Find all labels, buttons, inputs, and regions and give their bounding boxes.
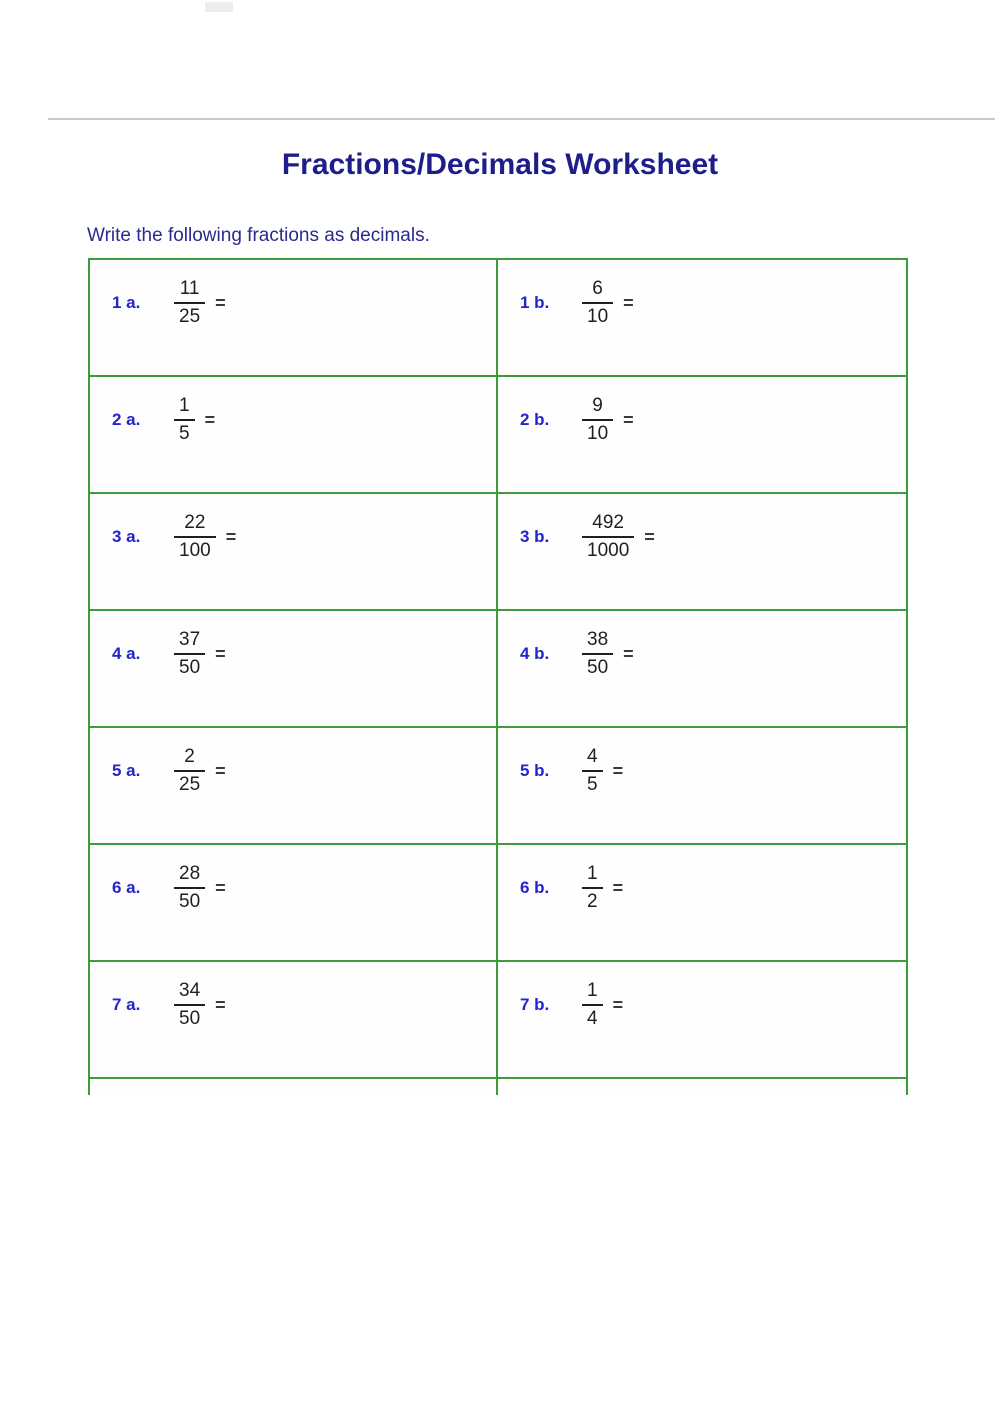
equals-sign: =: [204, 409, 216, 430]
problem-cell: [498, 962, 906, 1079]
problem-label: 6 b.: [520, 878, 550, 897]
problem-cell: [90, 611, 498, 728]
instruction-text: Write the following fractions as decimals.: [87, 225, 430, 246]
scan-artifact: [205, 2, 233, 12]
fraction-denominator: 2: [582, 887, 603, 915]
problem-cell: [90, 845, 498, 962]
problem-cell: [498, 494, 906, 611]
problem-cell: [90, 494, 498, 611]
fraction-denominator: 4: [582, 1004, 603, 1032]
problem: [112, 744, 496, 798]
fraction-denominator: 50: [174, 653, 205, 681]
fraction: [174, 510, 216, 564]
fraction-numerator: 22: [184, 512, 206, 533]
equals-sign: =: [215, 760, 226, 781]
fraction: [582, 393, 613, 447]
fraction-denominator: 50: [582, 653, 613, 681]
fraction-numerator: 37: [179, 629, 201, 650]
fraction-denominator: 10: [582, 419, 613, 447]
worksheet-table: [88, 258, 908, 1095]
equals-sign: =: [215, 292, 226, 313]
problem-label: 4 a.: [112, 644, 141, 663]
problem: [520, 393, 906, 447]
problem: [520, 276, 906, 330]
equals-sign: =: [623, 292, 634, 313]
fraction-numerator: 9: [592, 395, 603, 416]
problem-cell: [498, 611, 906, 728]
problem-label: 1 a.: [112, 293, 141, 312]
problem-label: 2 a.: [112, 410, 141, 429]
problem-label: 3 b.: [520, 527, 550, 546]
problem-label: 7 b.: [520, 995, 550, 1014]
fraction-denominator: 25: [174, 770, 205, 798]
problem-cell: [498, 377, 906, 494]
fraction-numerator: 2: [184, 746, 195, 767]
problem: [112, 276, 496, 330]
fraction-numerator: 34: [179, 980, 201, 1001]
equals-sign: =: [215, 643, 226, 664]
problem-label: 2 b.: [520, 410, 550, 429]
fraction-numerator: 4: [587, 746, 598, 767]
fraction: [174, 861, 205, 915]
problem-cell: [90, 377, 498, 494]
problem: [520, 627, 906, 681]
fraction-denominator: 5: [174, 419, 195, 447]
problem: [112, 393, 496, 447]
fraction: [174, 627, 205, 681]
equals-sign: =: [225, 526, 237, 547]
fraction-denominator: 5: [582, 770, 603, 798]
fraction: [582, 627, 613, 681]
equals-sign: =: [623, 643, 634, 664]
fraction-denominator: 50: [174, 887, 205, 915]
problem-label: 7 a.: [112, 995, 141, 1014]
fraction-denominator: 10: [582, 302, 613, 330]
fraction-numerator: 6: [592, 278, 603, 299]
equals-sign: =: [612, 877, 624, 898]
fraction-denominator: 100: [174, 536, 216, 564]
problem-cell: [90, 260, 498, 377]
problem-label: 5 a.: [112, 761, 141, 780]
fraction: [582, 861, 603, 915]
fraction-numerator: 492: [592, 512, 624, 533]
problem-label: 5 b.: [520, 761, 550, 780]
fraction: [174, 276, 205, 330]
problem-label: 3 a.: [112, 527, 141, 546]
fraction: [582, 744, 603, 798]
problem-label: 6 a.: [112, 878, 141, 897]
fraction-numerator: 38: [587, 629, 609, 650]
problem: [520, 744, 906, 798]
partial-row-cell-a: [90, 1079, 498, 1095]
fraction-denominator: 50: [174, 1004, 205, 1032]
top-divider-line: [48, 118, 995, 120]
problem-cell: [90, 728, 498, 845]
fraction-numerator: 11: [179, 278, 200, 299]
partial-row-cell-b: [498, 1079, 906, 1095]
fraction: [174, 744, 205, 798]
equals-sign: =: [215, 877, 226, 898]
equals-sign: =: [612, 760, 624, 781]
problem-cell: [498, 845, 906, 962]
fraction-denominator: 1000: [582, 536, 634, 564]
problem: [520, 978, 906, 1032]
problem: [112, 978, 496, 1032]
equals-sign: =: [215, 994, 226, 1015]
fraction: [582, 276, 613, 330]
equals-sign: =: [644, 526, 655, 547]
equals-sign: =: [623, 409, 634, 430]
page-title: Fractions/Decimals Worksheet: [281, 148, 719, 182]
problem: [112, 510, 496, 564]
problem-cell: [498, 728, 906, 845]
equals-sign: =: [612, 994, 624, 1015]
fraction-numerator: 28: [179, 863, 201, 884]
problem: [112, 627, 496, 681]
problem: [520, 510, 906, 564]
fraction-numerator: 1: [587, 980, 598, 1001]
problem: [520, 861, 906, 915]
problem-cell: [498, 260, 906, 377]
fraction: [174, 393, 195, 447]
problem: [112, 861, 496, 915]
fraction-denominator: 25: [174, 302, 205, 330]
problem-label: 4 b.: [520, 644, 550, 663]
problem-label: 1 b.: [520, 293, 550, 312]
fraction-numerator: 1: [179, 395, 190, 416]
problem-cell: [90, 962, 498, 1079]
fraction: [582, 978, 603, 1032]
fraction: [174, 978, 205, 1032]
fraction: [582, 510, 634, 564]
fraction-numerator: 1: [587, 863, 598, 884]
